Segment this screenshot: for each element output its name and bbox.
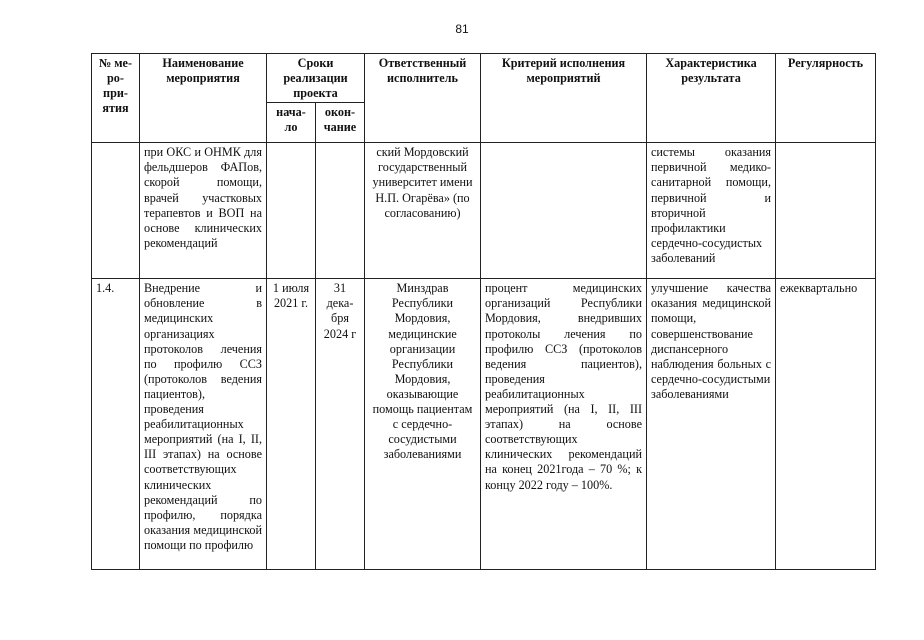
cell-responsible: Минздрав Республики Мордовия, медицинские организации Республики Мордовия, оказывающие помощь пациентам с сердечно-сосудистыми заболеваниями — [365, 279, 481, 570]
cell-name: Внедрение и обновление в медицинских организациях протоколов лечения по профилю ССЗ (протоколов ведения пациентов), проведения реабилитационных мероприятий (на I, II, III этапах) на основе соответствующих клинических рекомендаций по профилю, порядка оказания медицинской помощи по профилю — [140, 279, 267, 570]
cell-number: 1.4. — [92, 279, 140, 570]
table-row — [92, 143, 876, 279]
cell-end: 31 дека-бря 2024 г — [316, 279, 365, 570]
header-start: нача-ло — [267, 103, 316, 143]
cell-criterion — [481, 143, 647, 279]
cell-number — [92, 143, 140, 279]
cell-result: улучшение качества оказания медицинской помощи, совершенствование диспансерного наблюдения больных с сердечно-сосудистыми заболеваниями — [647, 279, 776, 570]
cell-result: системы оказания первичной медико-санитарной помощи, первичной и вторичной профилактики сердечно-сосудистых заболеваний — [647, 143, 776, 279]
header-result: Характеристика результата — [647, 54, 776, 143]
header-criterion: Критерий исполнения мероприятий — [481, 54, 647, 143]
page-number: 81 — [455, 22, 469, 36]
header-responsible: Ответственный исполнитель — [365, 54, 481, 143]
cell-end — [316, 143, 365, 279]
header-end: окон-чание — [316, 103, 365, 143]
header-dates: Сроки реализации проекта — [267, 54, 365, 103]
cell-start — [267, 143, 316, 279]
cell-responsible: ский Мордовский государственный университет имени Н.П. Огарёва» (по согласованию) — [365, 143, 481, 279]
header-number: № ме-ро-при-ятия — [92, 54, 140, 143]
cell-start: 1 июля 2021 г. — [267, 279, 316, 570]
cell-regularity: ежеквартально — [776, 279, 876, 570]
cell-regularity — [776, 143, 876, 279]
cell-criterion: процент медицинских организаций Республики Мордовия, внедривших протоколы лечения по профилю ССЗ (протоколов ведения пациентов), проведения реабилитационных мероприятий (на I, II, III этапах) на основе соответствующих клинических рекомендаций на конец 2021года – 70 %; к концу 2022 году – 100%. — [481, 279, 647, 570]
header-regularity: Регулярность — [776, 54, 876, 143]
cell-name: при ОКС и ОНМК для фельдшеров ФАПов, скорой помощи, врачей участковых терапевтов и ВОП на основе клинических рекомендаций — [140, 143, 267, 279]
measures-table — [91, 53, 876, 570]
header-name: Наименование мероприятия — [140, 54, 267, 143]
table-row — [92, 279, 876, 570]
